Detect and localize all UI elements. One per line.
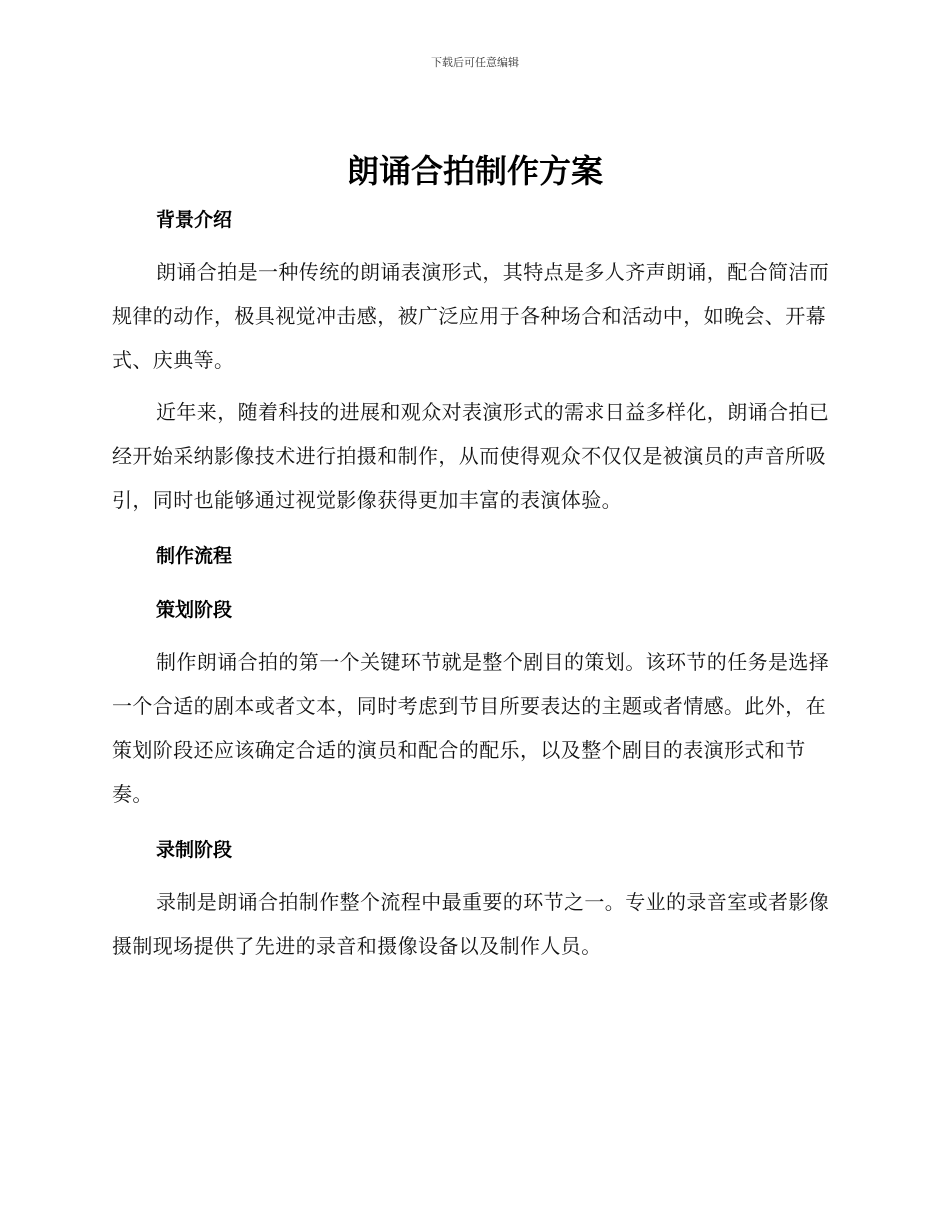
paragraph-background-2: 近年来，随着科技的进展和观众对表演形式的需求日益多样化，朗诵合拍已经开始采纳影像技术进行拍摄和制作，从而使得观众不仅仅是被演员的声音所吸引，同时也能够通过视觉影像获得更加丰富的表演体验。 [112, 400, 830, 512]
document-title: 朗诵合拍制作方案 [346, 152, 603, 190]
heading-process: 制作流程 [156, 545, 233, 567]
heading-background: 背景介绍 [156, 209, 233, 231]
document-body [112, 200, 832, 968]
paragraph-recording-1: 录制是朗诵合拍制作整个流程中最重要的环节之一。专业的录音室或者影像摄制现场提供了先进的录音和摄像设备以及制作人员。 [112, 890, 830, 958]
heading-recording: 录制阶段 [156, 839, 233, 861]
paragraph-background-1: 朗诵合拍是一种传统的朗诵表演形式，其特点是多人齐声朗诵，配合简洁而规律的动作，极具视觉冲击感，被广泛应用于各种场合和活动中，如晚会、开幕式、庆典等。 [112, 260, 830, 372]
heading-planning: 策划阶段 [156, 599, 233, 621]
paragraph-planning-1: 制作朗诵合拍的第一个关键环节就是整个剧目的策划。该环节的任务是选择一个合适的剧本或者文本，同时考虑到节目所要表达的主题或者情感。此外，在策划阶段还应该确定合适的演员和配合的配乐，以及整个剧目的表演形式和节奏。 [112, 650, 830, 806]
header-note: 下载后可任意编辑 [431, 56, 519, 69]
